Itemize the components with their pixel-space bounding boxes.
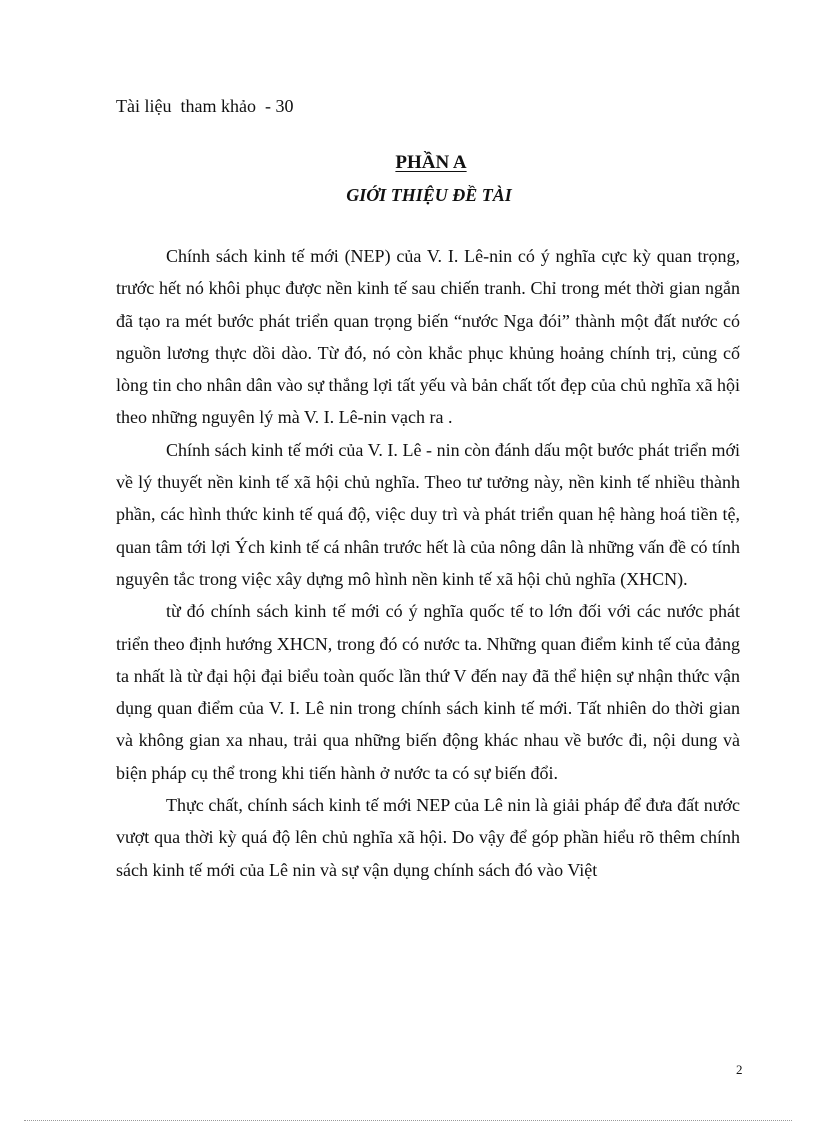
- paragraph: Chính sách kinh tế mới của V. I. Lê - nin còn đánh dấu một bước phát triển mới về lý thuyết nền kinh tế xã hội chủ nghĩa. Theo tư tưởng này, nền kinh tế nhiều thành phần, các hình thức kinh tế quá độ, việc duy trì và phát triển quan hệ hàng hoá tiền tệ, quan tâm tới lợi Ých kinh tế cá nhân trước hết là của nông dân là những vấn đề có tính nguyên tắc trong việc xây dựng mô hình nền kinh tế xã hội chủ nghĩa (XHCN).: [116, 439, 740, 589]
- part-subtitle-text: GIỚI THIỆU ĐỀ TÀI: [346, 185, 512, 205]
- page-number: 2: [736, 1062, 743, 1077]
- body-text: [116, 240, 740, 886]
- page-bottom-border: [24, 1120, 792, 1121]
- reference-line: Tài liệu tham khảo - 30: [116, 96, 294, 116]
- paragraph: Chính sách kinh tế mới (NEP) của V. I. Lê-nin có ý nghĩa cực kỳ quan trọng, trước hết nó khôi phục được nền kinh tế sau chiến tranh. Chỉ trong mét thời gian ngắn đã tạo ra mét bước phát triển quan trọng biến “nước Nga đói” thành một đất nước có nguồn lương thực dồi dào. Từ đó, nó còn khắc phục khủng hoảng chính trị, củng cố lòng tin cho nhân dân vào sự thắng lợi tất yếu và bản chất tốt đẹp của chủ nghĩa xã hội theo những nguyên lý mà V. I. Lê-nin vạch ra .: [116, 246, 740, 428]
- paragraph: Thực chất, chính sách kinh tế mới NEP của Lê nin là giải pháp để đưa đất nước vượt qua thời kỳ quá độ lên chủ nghĩa xã hội. Do vậy để góp phần hiểu rõ thêm chính sách kinh tế mới của Lê nin và sự vận dụng chính sách đó vào Việt: [116, 795, 740, 880]
- part-title-text: PHẦN A: [395, 152, 467, 173]
- part-subtitle: [0, 182, 816, 208]
- paragraph: từ đó chính sách kinh tế mới có ý nghĩa quốc tế to lớn đối với các nước phát triển theo định hướng XHCN, trong đó có nước ta. Những quan điểm kinh tế của đảng ta nhất là từ đại hội đại biểu toàn quốc lần thứ V đến nay đã thể hiện sự nhận thức vận dụng quan điểm của V. I. Lê nin trong chính sách kinh tế mới. Tất nhiên do thời gian và không gian xa nhau, trải qua những biến động khác nhau về bước đi, nội dung và biện pháp cụ thể trong khi tiến hành ở nước ta có sự biến đổi.: [116, 601, 740, 783]
- part-title: [0, 150, 816, 176]
